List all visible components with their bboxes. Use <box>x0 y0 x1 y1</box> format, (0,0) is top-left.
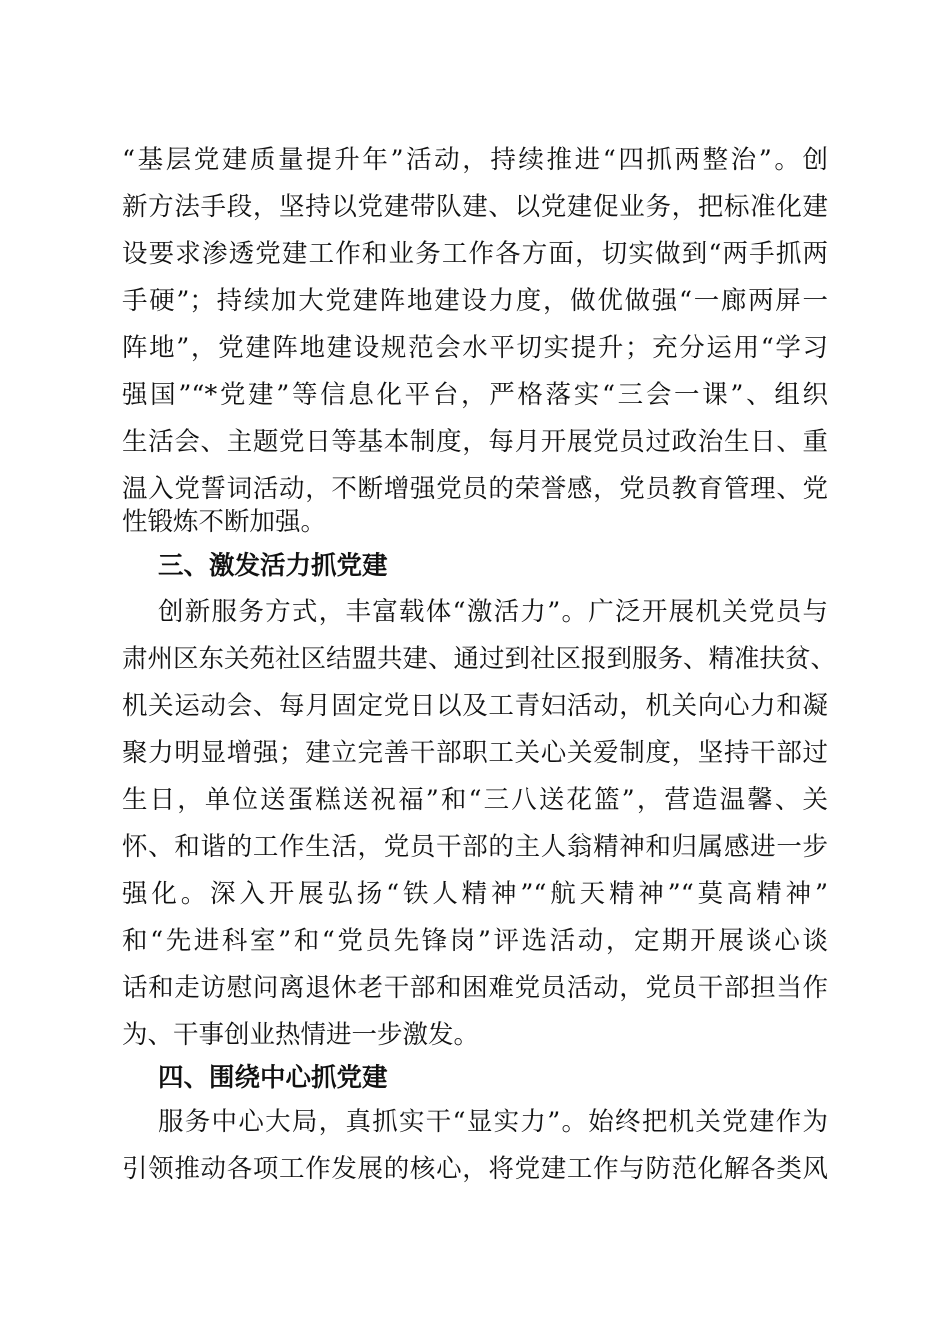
paragraph-3-line-2: 引领推动各项工作发展的核心，将党建工作与防范化解各类风 <box>122 1154 828 1184</box>
paragraph-2-line-10: 为、干事创业热情进一步激发。 <box>122 1020 480 1050</box>
paragraph-2-line-7: 强化。深入开展弘扬“铁人精神”“航天精神”“莫高精神” <box>122 879 828 909</box>
paragraph-2-line-5: 生日，单位送蛋糕送祝福”和“三八送花篮”，营造温馨、关 <box>122 785 828 815</box>
section-heading-4: 四、围绕中心抓党建 <box>158 1063 388 1093</box>
paragraph-2-line-9: 话和走访慰问离退休老干部和困难党员活动，党员干部担当作 <box>122 973 828 1003</box>
paragraph-1-line-2: 新方法手段，坚持以党建带队建、以党建促业务，把标准化建 <box>122 192 828 222</box>
paragraph-1-line-1: “基层党建质量提升年”活动，持续推进“四抓两整治”。创 <box>122 145 828 175</box>
paragraph-2-line-3: 机关运动会、每月固定党日以及工青妇活动，机关向心力和凝 <box>122 691 828 721</box>
paragraph-2-line-2: 肃州区东关苑社区结盟共建、通过到社区报到服务、精准扶贫、 <box>122 644 837 674</box>
paragraph-1-line-8: 温入党誓词活动，不断增强党员的荣誉感，党员教育管理、党 <box>122 474 828 504</box>
paragraph-2-line-6: 怀、和谐的工作生活，党员干部的主人翁精神和归属感进一步 <box>122 832 828 862</box>
section-heading-3: 三、激发活力抓党建 <box>158 551 388 581</box>
paragraph-1-line-5: 阵地”，党建阵地建设规范会水平切实提升；充分运用“学习 <box>122 333 828 363</box>
paragraph-1-line-4: 手硬”；持续加大党建阵地建设力度，做优做强“一廊两屏一 <box>122 286 828 316</box>
paragraph-2-line-1: 创新服务方式，丰富载体“激活力”。广泛开展机关党员与 <box>158 597 828 627</box>
paragraph-1-line-7: 生活会、主题党日等基本制度，每月开展党员过政治生日、重 <box>122 427 828 457</box>
paragraph-2-line-4: 聚力明显增强；建立完善干部职工关心关爱制度，坚持干部过 <box>122 738 828 768</box>
paragraph-1-line-9: 性锻炼不断加强。 <box>122 507 327 537</box>
paragraph-1-line-3: 设要求渗透党建工作和业务工作各方面，切实做到“两手抓两 <box>122 239 828 269</box>
paragraph-2-line-8: 和“先进科室”和“党员先锋岗”评选活动，定期开展谈心谈 <box>122 926 828 956</box>
paragraph-3-line-1: 服务中心大局，真抓实干“显实力”。始终把机关党建作为 <box>158 1107 828 1137</box>
paragraph-1-line-6: 强国”“*党建”等信息化平台，严格落实“三会一课”、组织 <box>122 380 828 410</box>
